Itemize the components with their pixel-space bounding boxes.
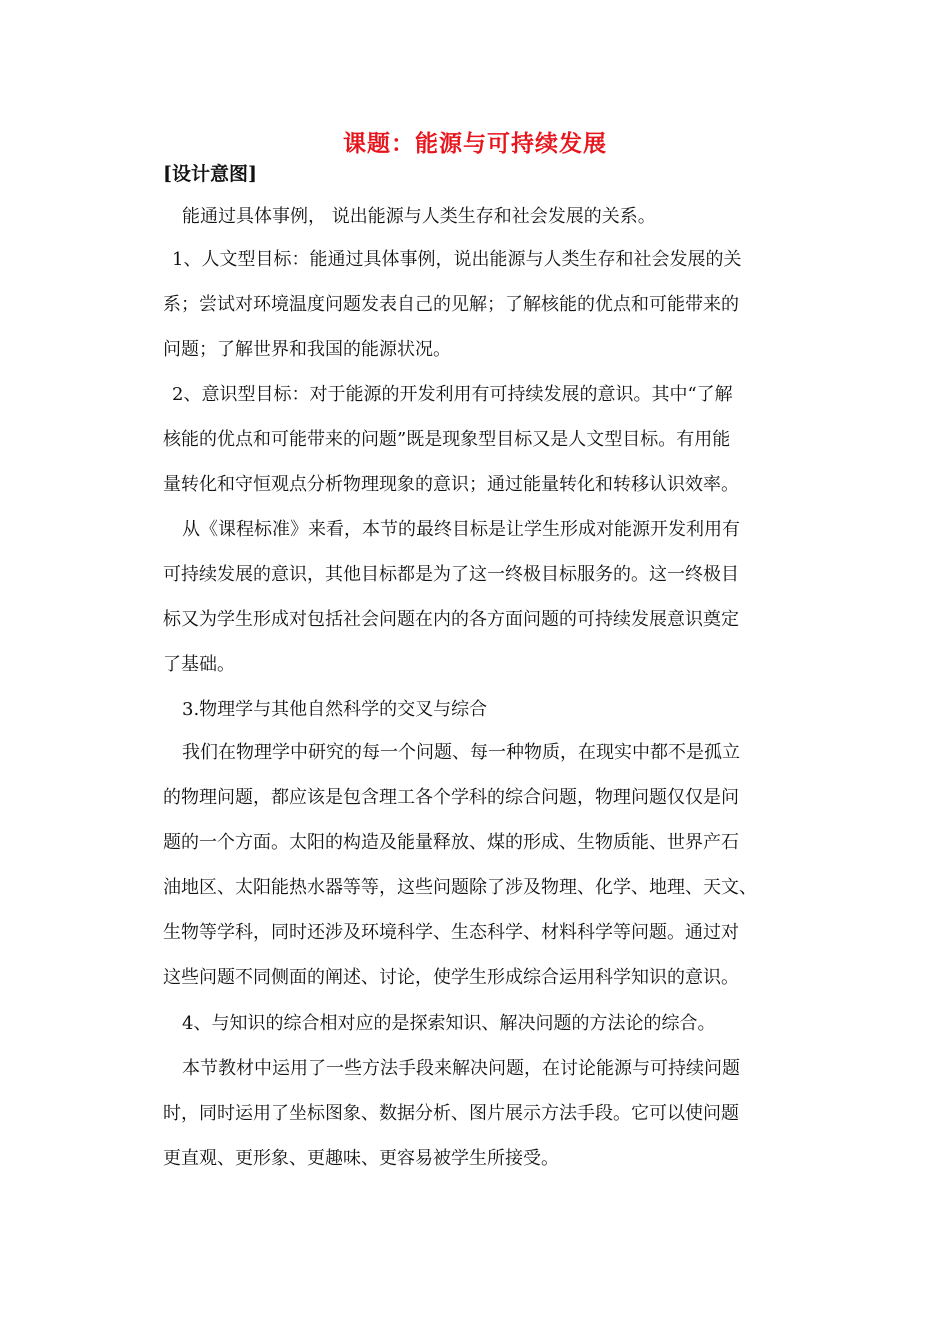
paragraph-line: 更直观、更形象、更趣味、更容易被学生所接受。: [163, 1148, 559, 1169]
paragraph-line: 核能的优点和可能带来的问题”既是现象型目标又是人文型目标。有用能: [163, 429, 731, 450]
document-title: 课题：能源与可持续发展: [343, 130, 607, 157]
paragraph-line: 标又为学生形成对包括社会问题在内的各方面问题的可持续发展意识奠定: [163, 609, 739, 630]
paragraph-line: 的物理问题，都应该是包含理工各个学科的综合问题，物理问题仅仅是问: [163, 787, 739, 808]
paragraph-line: 我们在物理学中研究的每一个问题、每一种物质，在现实中都不是孤立: [182, 742, 740, 763]
paragraph-line: 2、意识型目标：对于能源的开发利用有可持续发展的意识。其中“了解: [172, 384, 733, 405]
paragraph-line: 系；尝试对环境温度问题发表自己的见解；了解核能的优点和可能带来的: [163, 294, 739, 315]
paragraph-line: 从《课程标准》来看，本节的最终目标是让学生形成对能源开发利用有: [182, 519, 740, 540]
paragraph-line: 时，同时运用了坐标图象、数据分析、图片展示方法手段。它可以使问题: [163, 1103, 739, 1124]
paragraph-line: 问题；了解世界和我国的能源状况。: [163, 339, 451, 360]
paragraph-line: 这些问题不同侧面的阐述、讨论，使学生形成综合运用科学知识的意识。: [163, 967, 739, 988]
paragraph-line: 3.物理学与其他自然科学的交叉与综合: [182, 699, 488, 720]
paragraph-line: 油地区、太阳能热水器等等，这些问题除了涉及物理、化学、地理、天文、: [163, 877, 757, 898]
paragraph-line: 生物等学科，同时还涉及环境科学、生态科学、材料科学等问题。通过对: [163, 922, 739, 943]
paragraph-line: 题的一个方面。太阳的构造及能量释放、煤的形成、生物质能、世界产石: [163, 832, 739, 853]
paragraph-line: 可持续发展的意识，其他目标都是为了这一终极目标服务的。这一终极目: [163, 564, 739, 585]
paragraph-line: 1、人文型目标：能通过具体事例，说出能源与人类生存和社会发展的关: [172, 249, 742, 270]
section-heading: [设计意图]: [163, 163, 257, 185]
paragraph-line: 能通过具体事例， 说出能源与人类生存和社会发展的关系。: [182, 206, 656, 227]
paragraph-line: 本节教材中运用了一些方法手段来解决问题，在讨论能源与可持续问题: [182, 1058, 740, 1079]
paragraph-line: 量转化和守恒观点分析物理现象的意识；通过能量转化和转移认识效率。: [163, 474, 739, 495]
paragraph-line: 4、与知识的综合相对应的是探索知识、解决问题的方法论的综合。: [182, 1013, 716, 1034]
paragraph-line: 了基础。: [163, 654, 235, 675]
